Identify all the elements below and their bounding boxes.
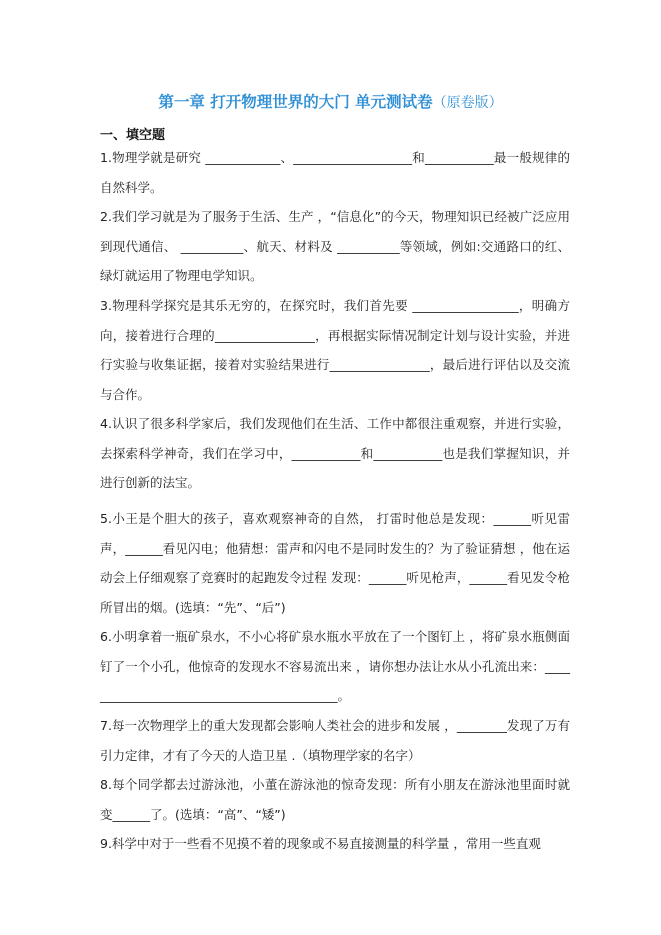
- section-heading: 一、填空题: [100, 128, 166, 143]
- question-9: 9.科学中对于一些看不见摸不着的现象或不易直接测量的科学量 ，常用一些直观: [100, 836, 541, 851]
- page-title: [0, 90, 661, 112]
- question-1: 1.物理学就是研究 ____________、___________________和___________最一般规律的自然科学。: [100, 150, 570, 195]
- question-4: 4.认识了很多科学家后，我们发现他们在生活、工作中都很注重观察，并进行实验，去探索科学神奇，我们在学习中，___________和___________也是我们掌握知识，并进行创新的法宝。: [100, 416, 570, 490]
- question-8: 8.每个同学都去过游泳池，小董在游泳池的惊奇发现：所有小朋友在游泳池里面时就变______了。(选填：“高”、“矮”): [100, 777, 570, 822]
- title-main: 第一章 打开物理世界的大门 单元测试卷: [158, 93, 433, 111]
- question-3: 3.物理科学探究是其乐无穷的，在探究时，我们首先要 _________________，明确方向，接着进行合理的________________，再根据实际情况制定计划与设计实验，并进行实验与收集证据，接着对实验结果进行________________，最后进行评估以及交流与合作。: [100, 298, 570, 402]
- question-5: 5.小王是个胆大的孩子，喜欢观察神奇的自然， 打雷时他总是发现：______听见雷声，______看见闪电；他猜想：雷声和闪电不是同时发生的？为了验证猜想 ，他在运动会上仔细观察了竞赛时的起跑发令过程 发现：______听见枪声，______看见发令枪所冒出的烟。(选填：“先”、“后”): [100, 511, 570, 615]
- title-suffix: （原卷版）: [432, 95, 503, 111]
- question-7: 7.每一次物理学上的重大发现都会影响人类社会的进步和发展 ，________发现了万有引力定律，才有了今天的人造卫星 .（填物理学家的名字）: [100, 718, 570, 763]
- question-6: 6.小明拿着一瓶矿泉水，不小心将矿泉水瓶水平放在了一个图钉上 ，将矿泉水瓶侧面钉了一个小孔，他惊奇的发现水不容易流出来 ，请你想办法让水从小孔流出来：__________________________________________。: [100, 629, 570, 703]
- question-2: 2.我们学习就是为了服务于生活、生产 ，“信息化”的今天，物理知识已经被广泛应用到现代通信、 __________、航天、材料及 __________等领域，例如:交通路口的红、绿灯就运用了物理电学知识。: [100, 209, 570, 283]
